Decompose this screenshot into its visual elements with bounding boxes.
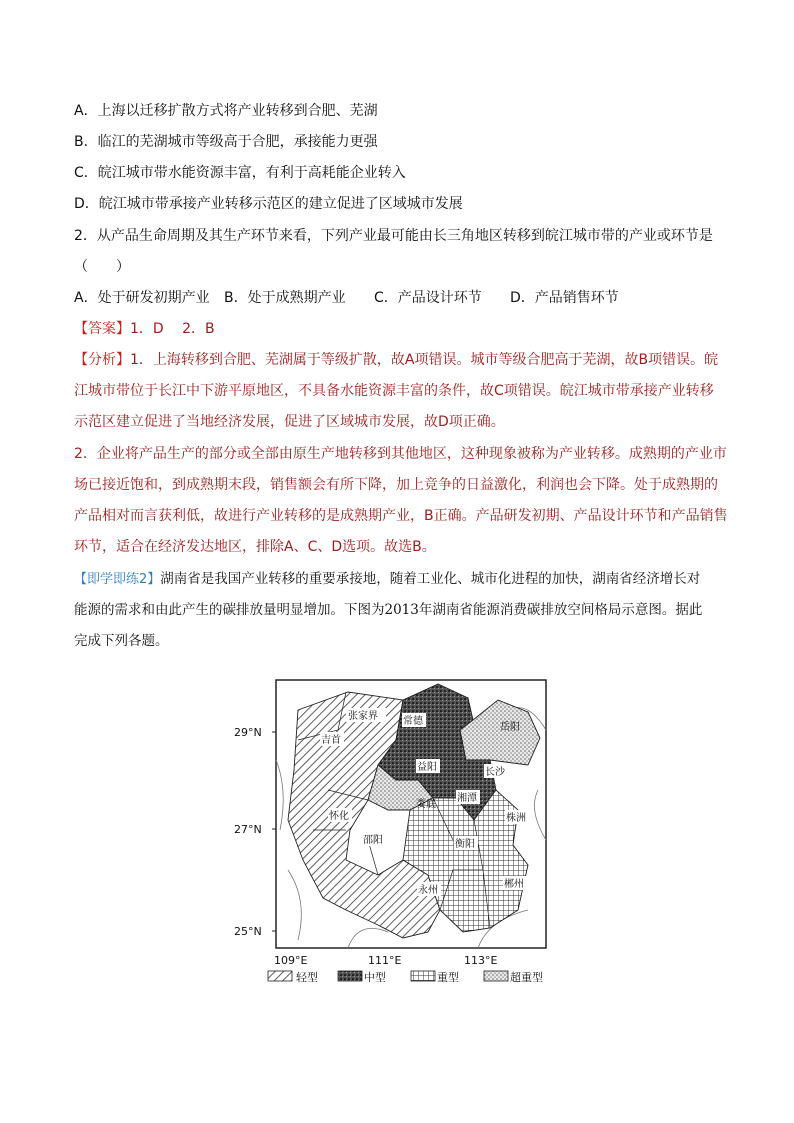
q2-option-d: D．产品销售环节 — [510, 290, 619, 306]
lon-113-label: 113°E — [464, 954, 498, 967]
q2-option-a: A．处于研发初期产业 — [74, 290, 210, 306]
q2-option-c: C．产品设计环节 — [374, 290, 482, 306]
city-chenzhou: 郴州 — [504, 879, 524, 890]
map-svg — [228, 670, 558, 990]
analysis-line-1 — [74, 350, 718, 370]
practice-line-1 — [74, 569, 700, 590]
map-legend — [268, 970, 543, 984]
answer-line — [74, 319, 215, 339]
q1-option-d: D．皖江城市带承接产业转移示范区的建立促进了区域城市发展 — [74, 196, 463, 212]
lon-111-label: 111°E — [368, 954, 402, 967]
lat-27-label: 27°N — [234, 823, 262, 836]
q2-options — [74, 288, 619, 308]
practice-line-2: 能源的需求和由此产生的碳排放量明显增加。下图为2013年湖南省能源消费碳排放空间格局示意图。据此 — [74, 602, 703, 618]
analysis-line-4: 2．企业将产品生产的部分或全部由原生产地转移到其他地区，这种现象被称为产业转移。成熟期的产业市 — [74, 446, 727, 462]
analysis-line-3: 示范区建立促进了当地经济发展，促进了区域城市发展，故D项正确。 — [74, 414, 505, 430]
hunan-carbon-map — [228, 670, 558, 990]
q2-blank: （ ） — [74, 259, 130, 275]
city-changde: 常德 — [403, 716, 423, 727]
city-huaihua: 怀化 — [329, 811, 349, 822]
analysis-tag: 【分析】 — [74, 352, 130, 368]
analysis-text: 1．上海转移到合肥、芜湖属于等级扩散，故A项错误。城市等级合肥高于芜湖，故B项错误。皖 — [130, 352, 719, 368]
legend-light: 轻型 — [296, 971, 318, 984]
lon-109-label: 109°E — [274, 954, 308, 967]
q2-option-b: B．处于成熟期产业 — [224, 290, 346, 306]
analysis-line-7: 环节，适合在经济发达地区，排除A、C、D选项。故选B。 — [74, 539, 436, 555]
analysis-line-2: 江城市带位于长江中下游平原地区，不具备水能资源丰富的条件，故C项错误。皖江城市带承接产业转移 — [74, 383, 714, 399]
legend-super: 超重型 — [510, 971, 543, 984]
city-zhangjiajie: 张家界 — [348, 711, 378, 722]
city-yongzhou: 永州 — [418, 885, 438, 896]
analysis-line-6: 产品相对而言获利低，故进行产业转移的是成熟期产业，B正确。产品研发初期、产品设计环节和产品销售 — [74, 508, 728, 524]
city-loudi: 娄底 — [416, 799, 436, 810]
legend-swatch-heavy — [411, 971, 435, 981]
q2-stem: 2．从产品生命周期及其生产环节来看，下列产业最可能由长三角地区转移到皖江城市带的产业或环节是 — [74, 228, 713, 244]
city-zhuzhou: 株洲 — [506, 813, 526, 824]
city-hengyang: 衡阳 — [455, 839, 475, 850]
practice-tag: 【即学即练2】 — [74, 572, 161, 587]
analysis-line-5: 场已接近饱和，到成熟期末段，销售额会有所下降，加上竞争的日益激化，利润也会下降。处于成熟期的 — [74, 477, 718, 493]
answer-text: 1．D 2．B — [130, 321, 215, 337]
lat-29-label: 29°N — [234, 726, 262, 739]
city-yiyang: 益阳 — [417, 762, 437, 773]
practice-line-3: 完成下列各题。 — [74, 633, 169, 649]
city-yueyang: 岳阳 — [500, 722, 520, 733]
legend-swatch-medium — [338, 971, 362, 981]
legend-heavy: 重型 — [437, 971, 459, 984]
city-jishou: 吉首 — [321, 735, 341, 746]
city-changsha: 长沙 — [485, 767, 505, 778]
city-shaoyang: 邵阳 — [363, 835, 383, 846]
lat-25-label: 25°N — [234, 925, 262, 938]
practice-text: 湖南省是我国产业转移的重要承接地，随着工业化、城市化进程的加快，湖南省经济增长对 — [160, 571, 701, 587]
q1-option-a: A．上海以迁移扩散方式将产业转移到合肥、芜湖 — [74, 103, 378, 119]
q1-option-b: B．临江的芜湖城市等级高于合肥，承接能力更强 — [74, 134, 378, 150]
legend-swatch-super — [484, 971, 508, 981]
legend-swatch-light — [268, 971, 292, 981]
q1-option-c: C．皖江城市带水能资源丰富，有利于高耗能企业转入 — [74, 165, 406, 181]
legend-medium: 中型 — [364, 971, 386, 984]
city-xiangtan: 湘潭 — [457, 793, 477, 804]
answer-tag: 【答案】 — [74, 321, 130, 337]
